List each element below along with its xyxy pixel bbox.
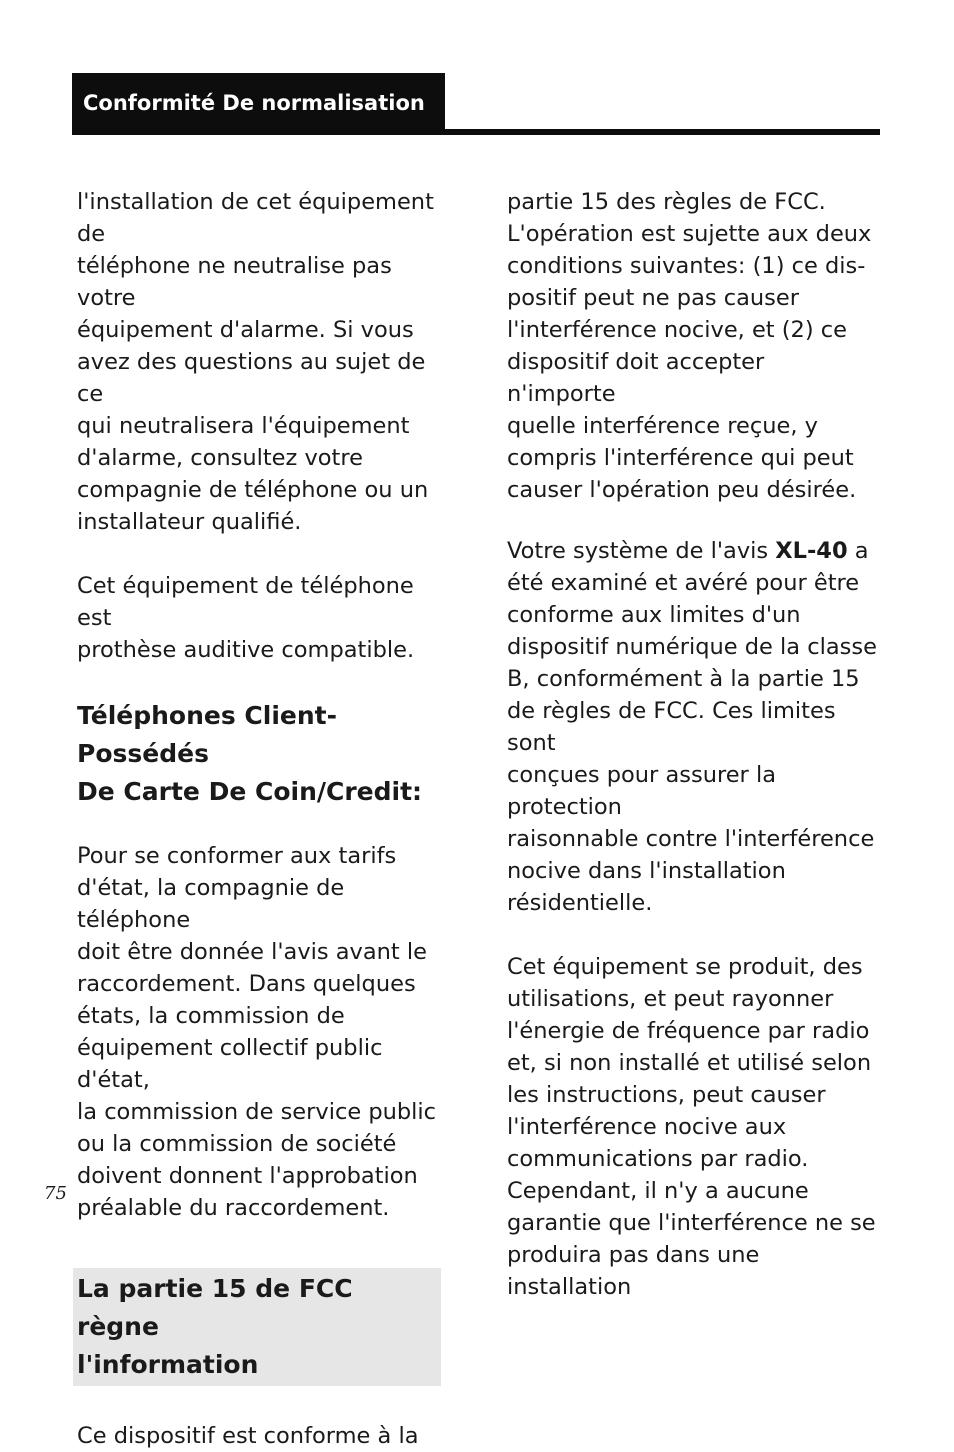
model-name: XL-40 xyxy=(775,538,848,564)
left-column xyxy=(77,186,452,1452)
class-b-paragraph xyxy=(507,535,879,919)
right-column xyxy=(507,186,879,1303)
radio-interference-paragraph: Cet équipement se produit, des utilisations, et peut rayonner l'énergie de fréquence par radio et, si non installé et utilisé selon les instructions, peut causer l'interférence nocive aux communications par radio. Cependant, il n'y a aucune garantie que l'interférence ne se produira pas dans une installation xyxy=(507,954,876,1300)
hearing-aid-paragraph: Cet équipement de téléphone est prothèse auditive compatible. xyxy=(77,573,415,663)
header-rule xyxy=(72,129,880,135)
class-b-text-before: Votre système de l'avis xyxy=(507,538,776,564)
page-number: 75 xyxy=(44,1183,67,1204)
fcc-rules-paragraph: partie 15 des règles de FCC. L'opération est sujette aux deux conditions suivantes: (1) ce dis- positif peut ne pas causer l'interférence nocive, et (2) ce dispositif doit accepter n'importe quelle interférence reçue, y compris l'interférence qui peut causer l'opération peu désirée. xyxy=(507,189,872,503)
fcc-part15-heading: La partie 15 de FCC règne l'information xyxy=(73,1268,441,1386)
compliance-paragraph-start: Ce dispositif est conforme à la xyxy=(77,1423,419,1449)
section-header xyxy=(72,73,445,133)
alarm-paragraph: l'installation de cet équipement de téléphone ne neutralise pas votre équipement d'alarme. Si vous avez des questions au sujet de ce qui neutralisera l'équipement d'alarme, consultez votre compagnie de téléphone ou un installateur qualifié. xyxy=(77,189,434,535)
class-b-text-after: a été examiné et avéré pour être conforme aux limites d'un dispositif numérique de la classe B, conformément à la partie 15 de règles de FCC. Ces limites sont conçues pour assurer la protection raisonnable contre l'interférence nocive dans l'installation résidentielle. xyxy=(507,538,877,916)
tariff-paragraph: Pour se conformer aux tarifs d'état, la compagnie de téléphone doit être donnée l'avis avant le raccordement. Dans quelques états, la commission de équipement collectif public d'état, la commission de service public ou la commission de société doivent donnent l'approbation préalable du raccordement. xyxy=(77,843,437,1221)
coin-phones-heading: Téléphones Client-Possédés De Carte De Coin/Credit: xyxy=(77,701,423,806)
section-title: Conformité De normalisation xyxy=(83,91,425,115)
